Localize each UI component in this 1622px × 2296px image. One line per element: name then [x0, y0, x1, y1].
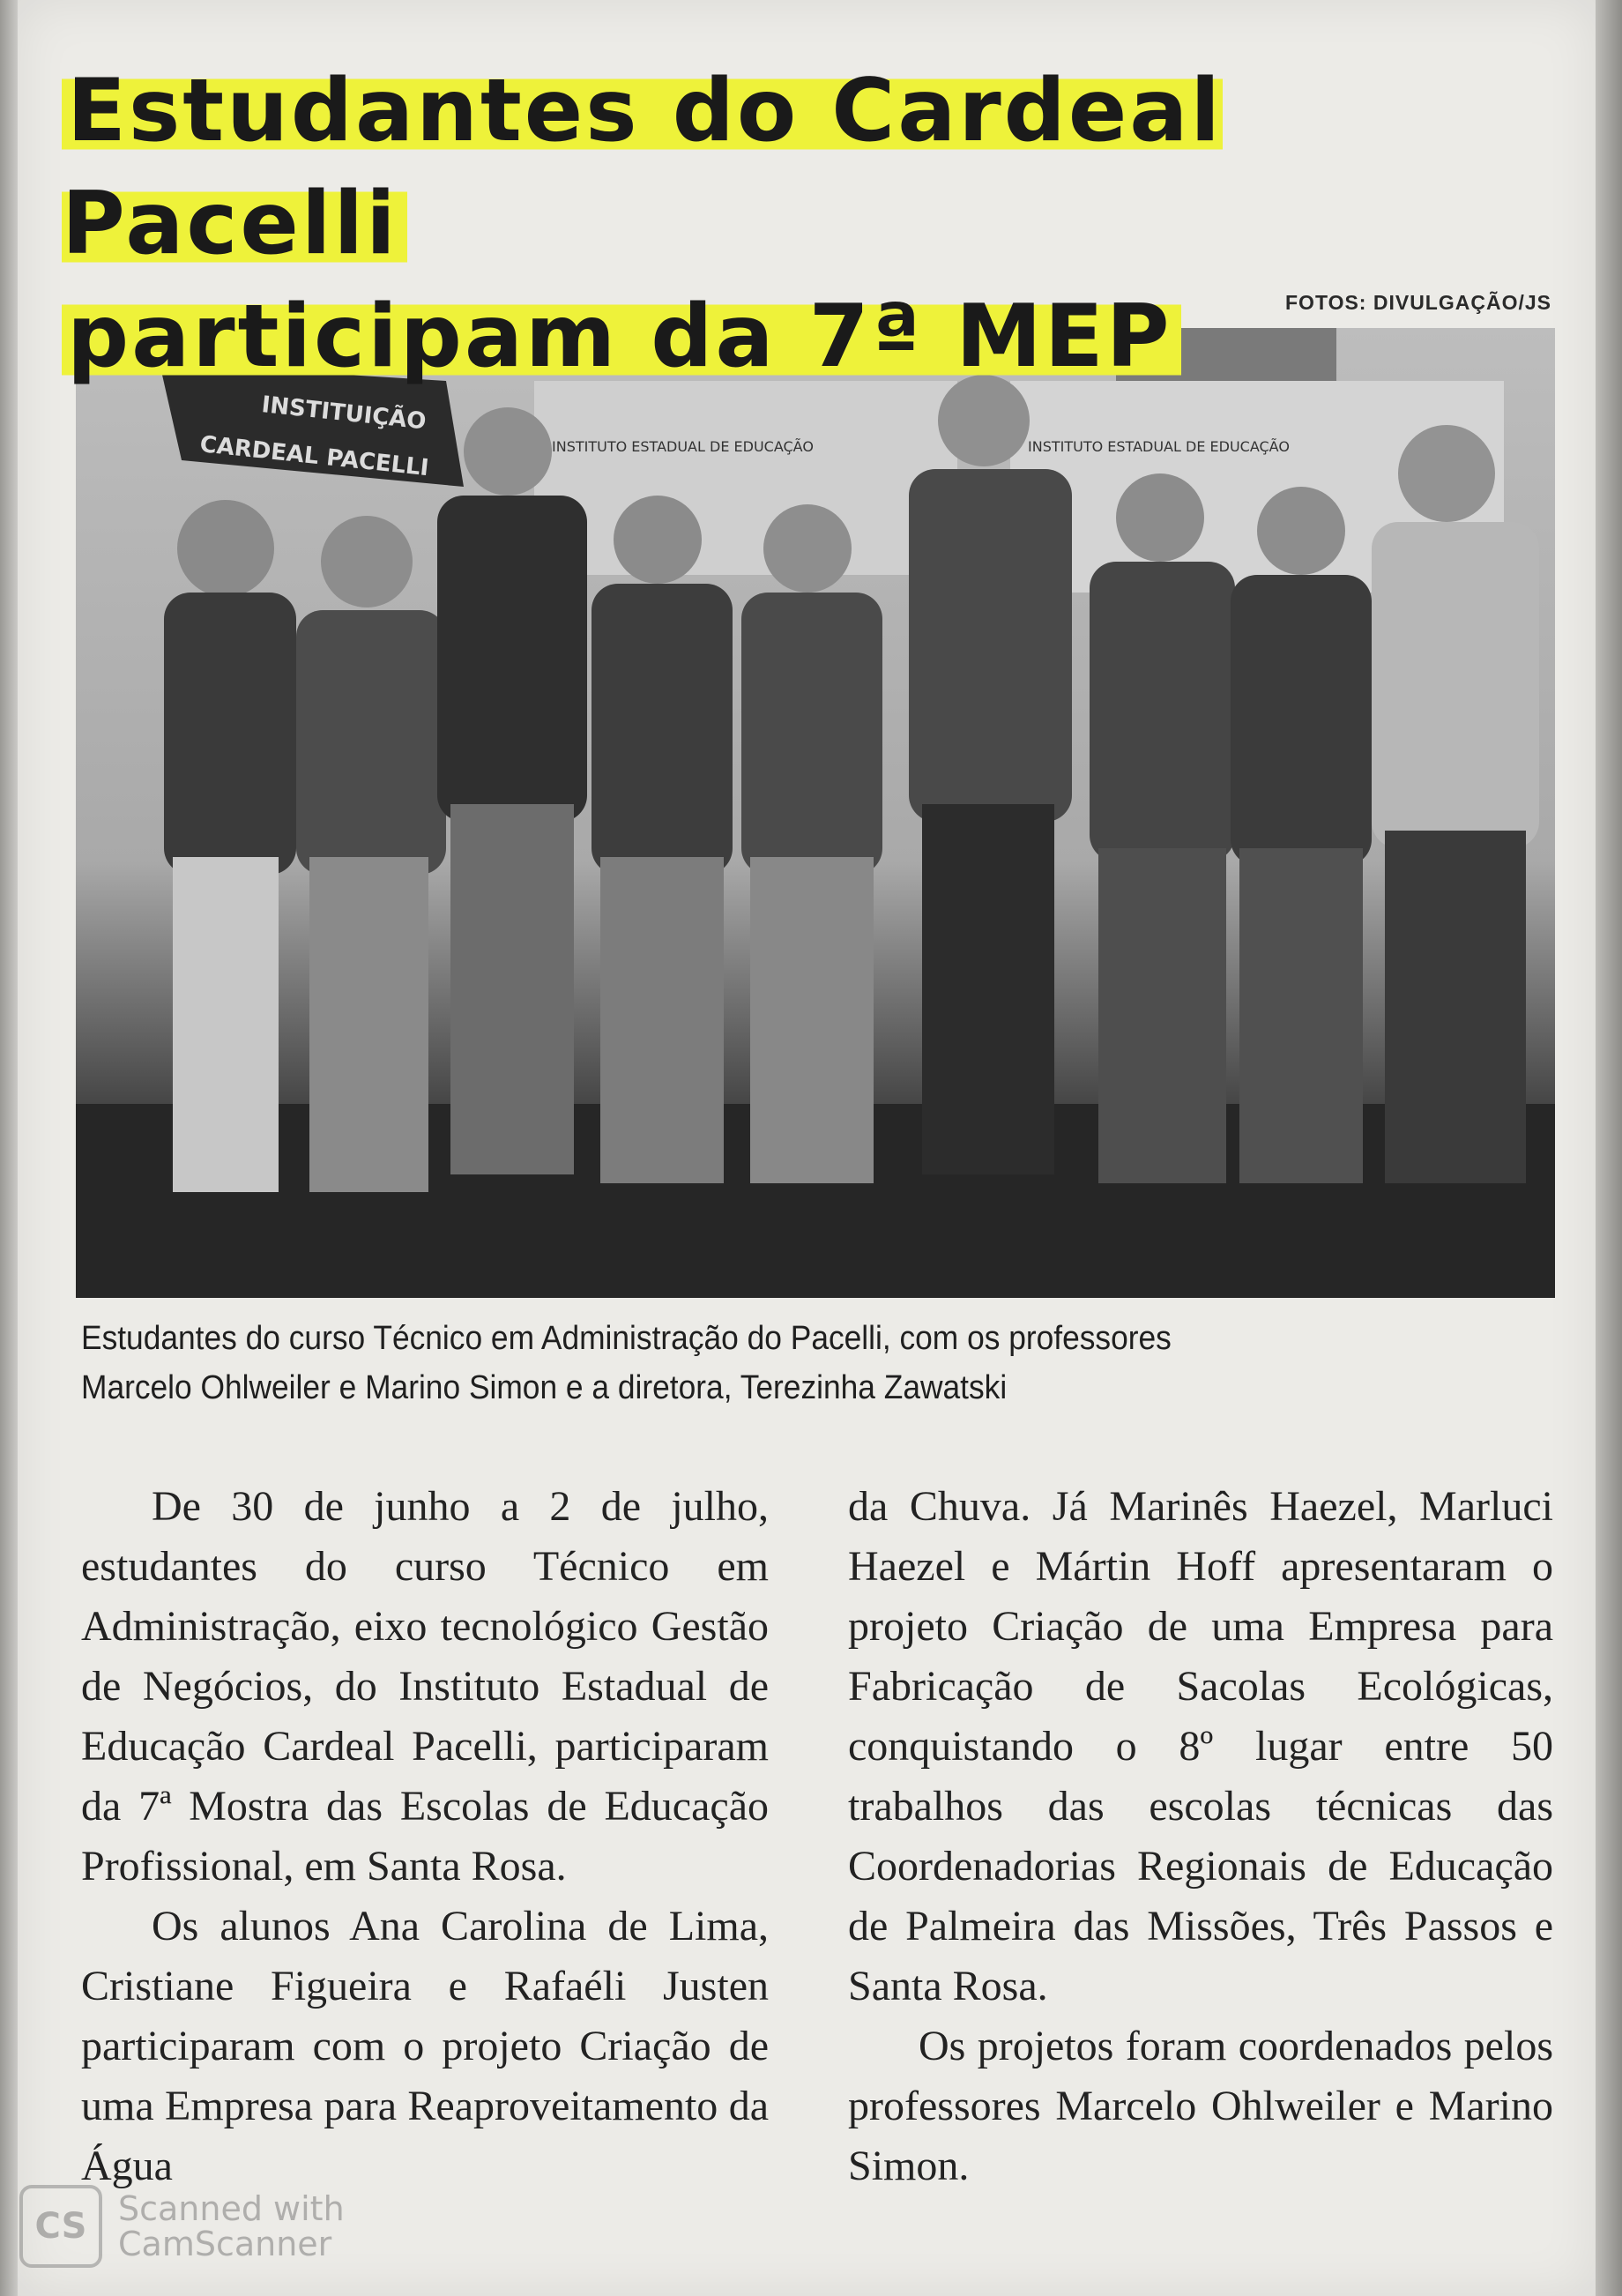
page-right-edge: [1596, 0, 1622, 2296]
person-9: [1372, 425, 1539, 1183]
banner-text-bottom: CARDEAL PACELLI: [198, 431, 430, 482]
person-4: [592, 496, 733, 1183]
person-5: [741, 504, 882, 1183]
watermark-line-2: CamScanner: [118, 2225, 332, 2263]
photo-caption: [81, 1314, 1458, 1413]
camscanner-watermark: [19, 2185, 345, 2268]
person-8: [1231, 487, 1372, 1183]
column-right-paragraph-2: Os projetos foram coordenados pelos professores Marcelo Ohlweiler e Marino Simon.: [848, 2023, 1553, 2189]
group-photo-illustration: [76, 328, 1555, 1298]
poster-right-text: INSTITUTO ESTADUAL DE EDUCAÇÃO: [1028, 438, 1290, 455]
banner-text-top: INSTITUIÇÃO: [260, 391, 428, 436]
headline-line-1: Estudantes do Cardeal Pacelli: [62, 61, 1224, 274]
column-left-paragraph-2: Os alunos Ana Carolina de Lima, Cristiane Figueira e Rafaéli Justen participaram com o projeto Criação de uma Empresa para Reaproveitamento da Água: [81, 1903, 769, 2189]
poster-left: [534, 381, 957, 575]
caption-line-2: Marcelo Ohlweiler e Marino Simon e a diretora, Terezinha Zawatski: [81, 1369, 1008, 1406]
article-column-left: [81, 1477, 769, 2196]
watermark-line-1: Scanned with: [118, 2189, 345, 2228]
article-column-right: [848, 1477, 1553, 2196]
person-6: [909, 375, 1072, 1174]
person-1: [164, 500, 296, 1192]
camscanner-logo-icon: CS: [19, 2185, 102, 2268]
photo-credit: FOTOS: DIVULGAÇÃO/JS: [1285, 291, 1551, 314]
column-left-paragraph-1: De 30 de junho a 2 de julho, estudantes do curso Técnico em Administração, eixo tecnológico Gestão de Negócios, do Instituto Estadual de Educação Cardeal Pacelli, participaram da 7ª Mostra das Escolas de Educação Profissional, em Santa Rosa.: [81, 1483, 769, 1890]
person-2: [296, 516, 446, 1192]
page-left-edge: [0, 0, 19, 2296]
poster-left-text: INSTITUTO ESTADUAL DE EDUCAÇÃO: [552, 438, 814, 455]
person-3: [437, 407, 587, 1174]
group-photo: [76, 328, 1555, 1298]
watermark-text: [118, 2191, 345, 2262]
caption-line-1: Estudantes do curso Técnico em Administração do Pacelli, com os professores: [81, 1320, 1172, 1357]
headline-line-2: participam da 7ª MEP: [62, 287, 1181, 387]
column-right-paragraph-1: da Chuva. Já Marinês Haezel, Marluci Haezel e Mártin Hoff apresentaram o projeto Criação de uma Empresa para Fabricação de Sacolas Ecológicas, conquistando o 8º lugar entre 50 trabalhos das escolas técnicas das Coordenadorias Regionais de Educação de Palmeira das Missões, Três Passos e Santa Rosa.: [848, 1483, 1553, 2009]
person-7: [1090, 473, 1235, 1183]
